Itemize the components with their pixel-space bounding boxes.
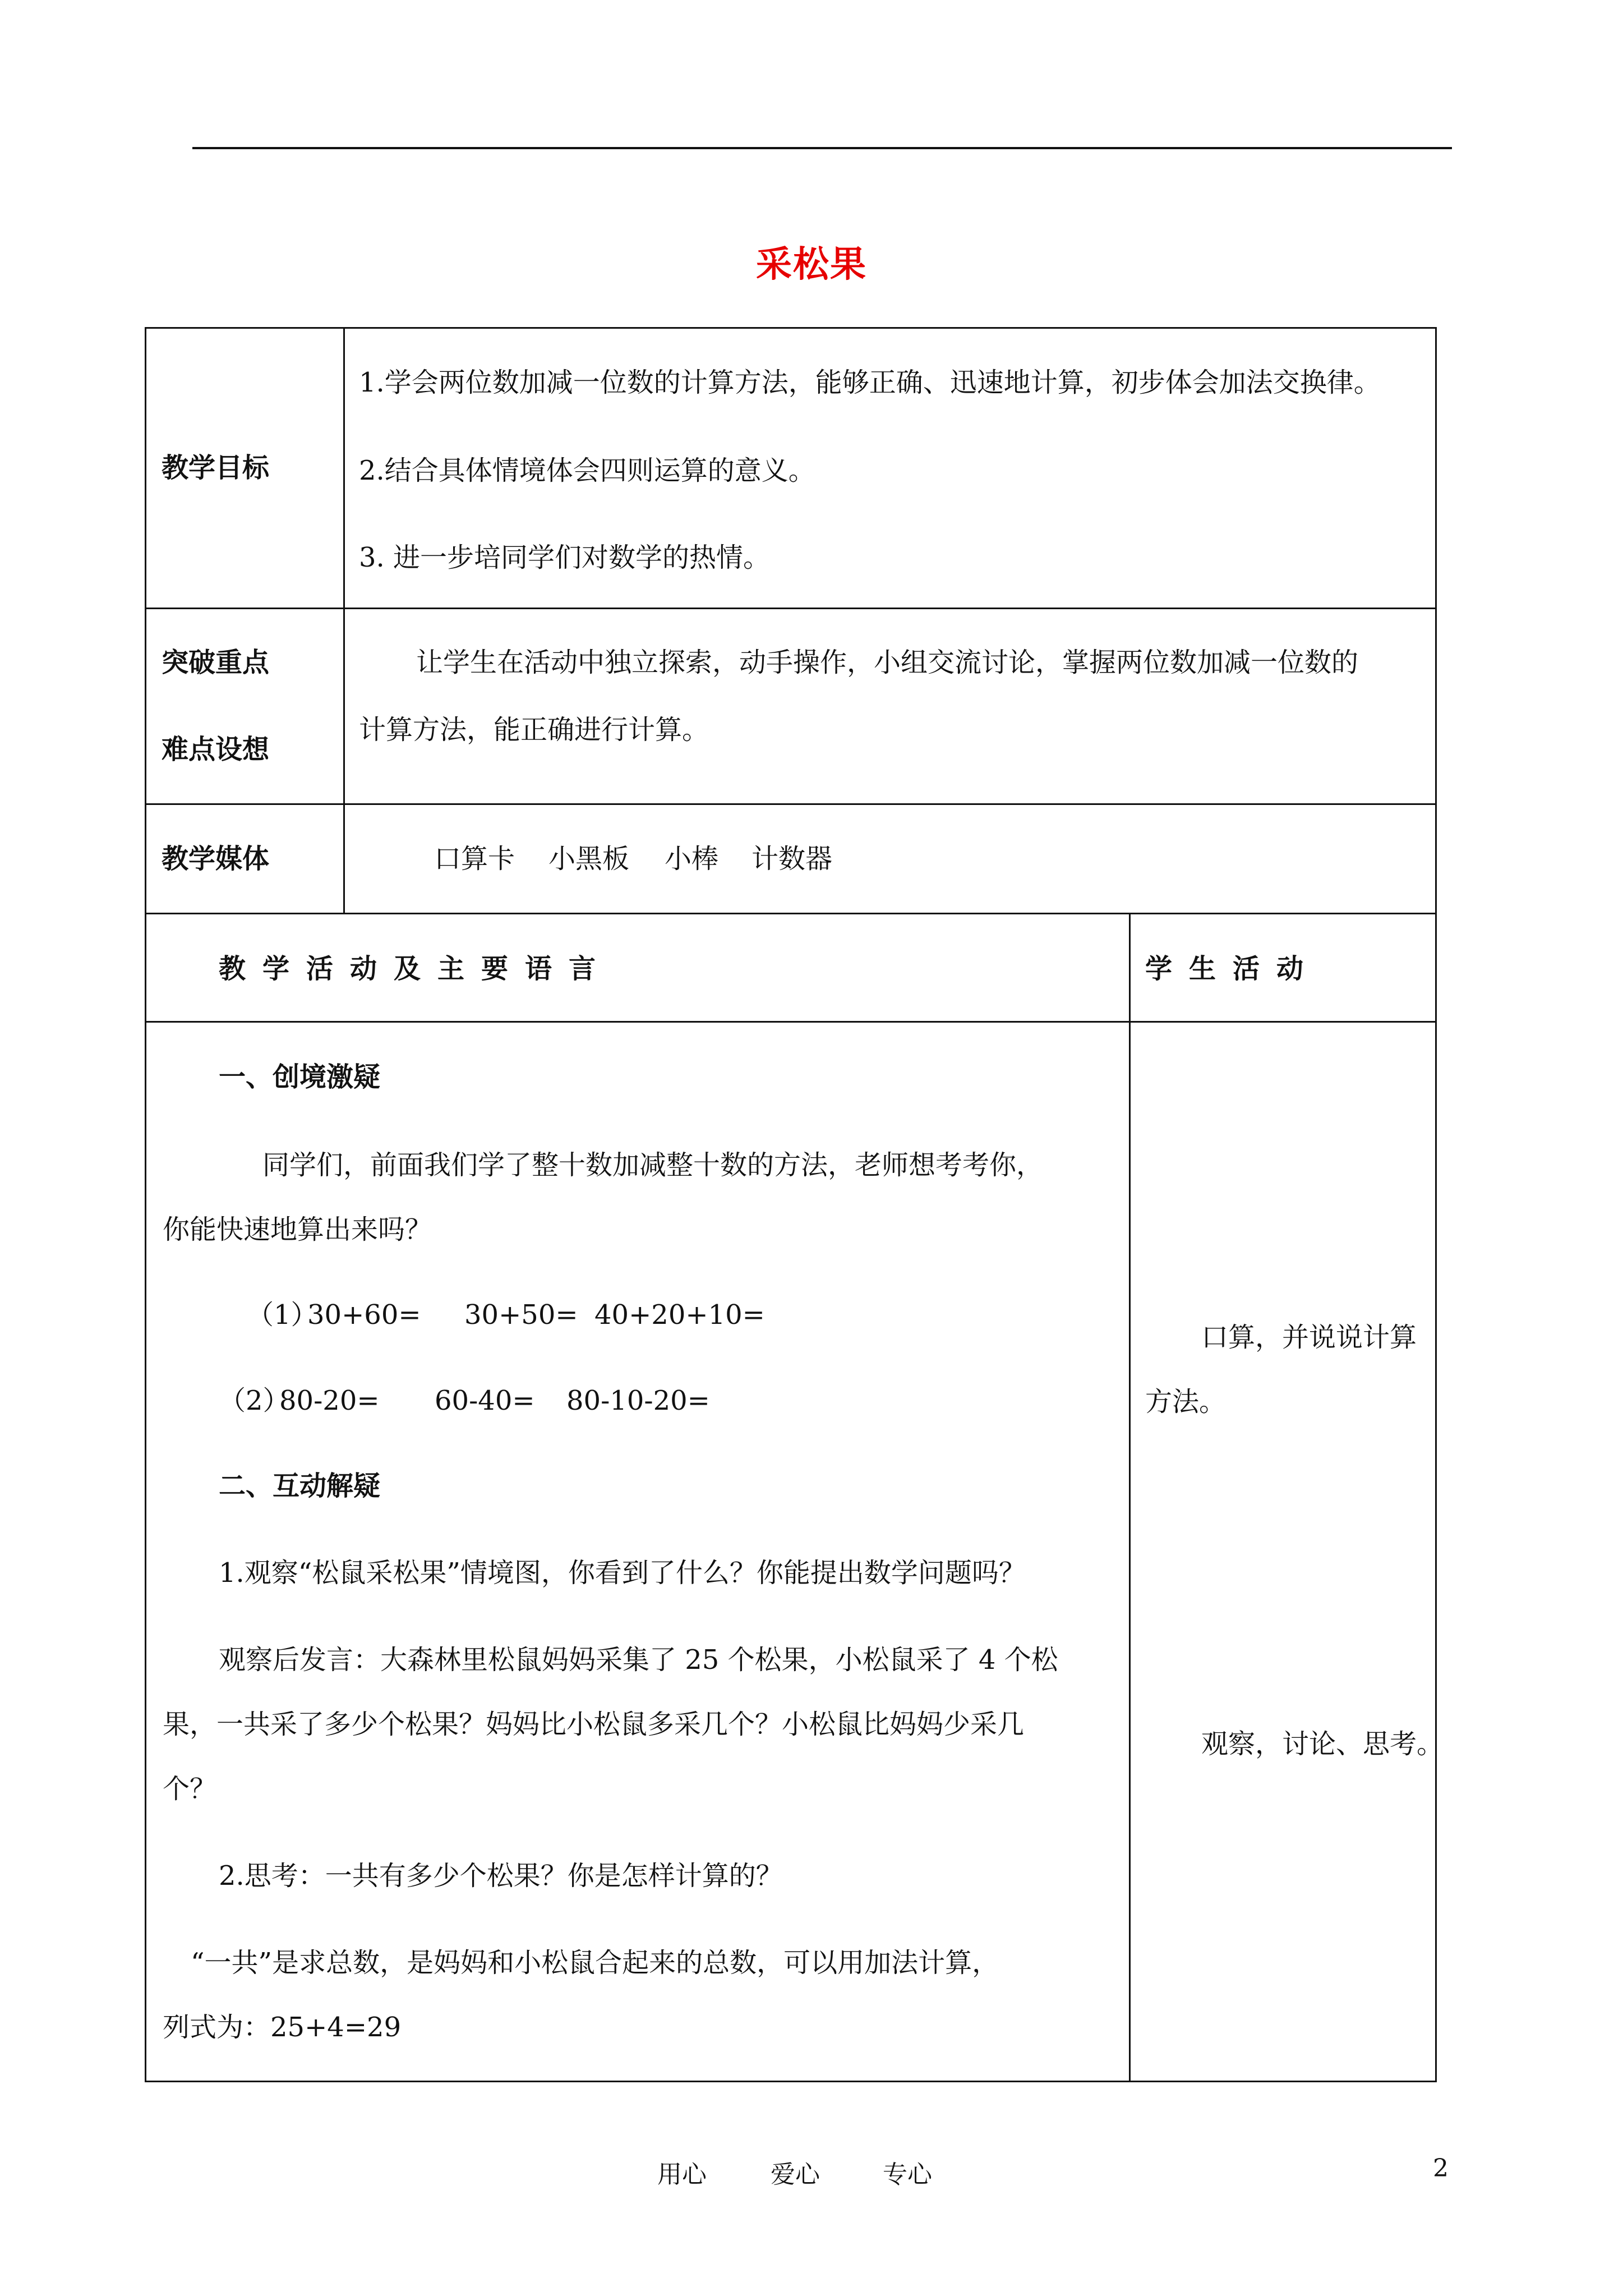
student-activity-text: 方法。 xyxy=(1145,1386,1227,1418)
info-table-row-divider xyxy=(145,608,1437,609)
paragraph-line: 你能快速地算出来吗？ xyxy=(163,1214,432,1245)
paragraph-line: 观察后发言：大森林里松鼠妈妈采集了 25 个松果，小松鼠采了 4 个松 xyxy=(219,1644,1058,1676)
page-number: 2 xyxy=(1433,2154,1449,2183)
header-rule xyxy=(192,147,1452,149)
difficulty-label: 难点设想 xyxy=(162,734,270,765)
media-item: 计数器 xyxy=(751,843,833,875)
footer-motto: 用心 xyxy=(657,2160,707,2189)
student-activity-text: 观察，讨论、思考。 xyxy=(1201,1728,1444,1760)
media-item: 小棒 xyxy=(665,843,719,875)
activity-header-main: 教学活动及主要语言 xyxy=(219,953,613,984)
paragraph-line: 个？ xyxy=(163,1773,217,1805)
media-label: 教学媒体 xyxy=(162,843,270,875)
info-table-column-divider xyxy=(343,327,345,914)
info-table xyxy=(145,327,1437,914)
activity-header-student: 学生活动 xyxy=(1145,953,1321,984)
paragraph-line: “一共”是求总数，是妈妈和小松鼠合起来的总数，可以用加法计算， xyxy=(191,1947,999,1978)
exercise-prefix: （2） xyxy=(219,1385,290,1416)
activity-table-header-divider xyxy=(145,1021,1437,1023)
goal-item: 1.学会两位数加减一位数的计算方法，能够正确、迅速地计算，初步体会加法交换律。 xyxy=(359,367,1381,398)
paragraph-line: 果，一共采了多少个松果？妈妈比小松鼠多采几个？小松鼠比妈妈少采几 xyxy=(163,1709,1025,1740)
section-heading: 一、创境激疑 xyxy=(219,1061,381,1093)
exercise-item: 30+50= xyxy=(464,1299,578,1331)
exercise-prefix: （1） xyxy=(247,1299,318,1331)
section-heading: 二、互动解疑 xyxy=(219,1470,381,1502)
exercise-item: 40+20+10= xyxy=(594,1299,765,1331)
key-points-text: 计算方法，能正确进行计算。 xyxy=(359,714,709,746)
paragraph-line: 1.观察“松鼠采松果”情境图，你看到了什么？你能提出数学问题吗？ xyxy=(219,1557,1026,1589)
exercise-item: 60-40= xyxy=(435,1385,535,1416)
goal-item: 2.结合具体情境体会四则运算的意义。 xyxy=(359,455,815,486)
goals-label: 教学目标 xyxy=(162,452,270,484)
paragraph-line: 同学们，前面我们学了整十数加减整十数的方法，老师想考考你， xyxy=(262,1149,1044,1181)
media-item: 小黑板 xyxy=(548,843,630,875)
footer-motto: 专心 xyxy=(883,2160,932,2189)
exercise-item: 80-20= xyxy=(279,1385,380,1416)
media-item: 口算卡 xyxy=(434,843,515,875)
goal-item: 3. 进一步培同学们对数学的热情。 xyxy=(359,542,771,573)
key-points-text: 让学生在活动中独立探索，动手操作，小组交流讨论，掌握两位数加减一位数的 xyxy=(416,647,1359,678)
activity-table-column-divider xyxy=(1129,913,1131,2082)
key-points-label: 突破重点 xyxy=(162,647,270,678)
student-activity-text: 口算，并说说计算 xyxy=(1201,1322,1417,1353)
info-table-row-divider xyxy=(145,803,1437,805)
exercise-item: 30+60= xyxy=(307,1299,421,1331)
paragraph-line: 2.思考：一共有多少个松果？你是怎样计算的？ xyxy=(219,1860,783,1892)
footer-motto: 爱心 xyxy=(771,2160,820,2189)
exercise-item: 80-10-20= xyxy=(566,1385,710,1416)
page-title: 采松果 xyxy=(756,243,867,286)
paragraph-line: 列式为：25+4=29 xyxy=(163,2012,402,2043)
